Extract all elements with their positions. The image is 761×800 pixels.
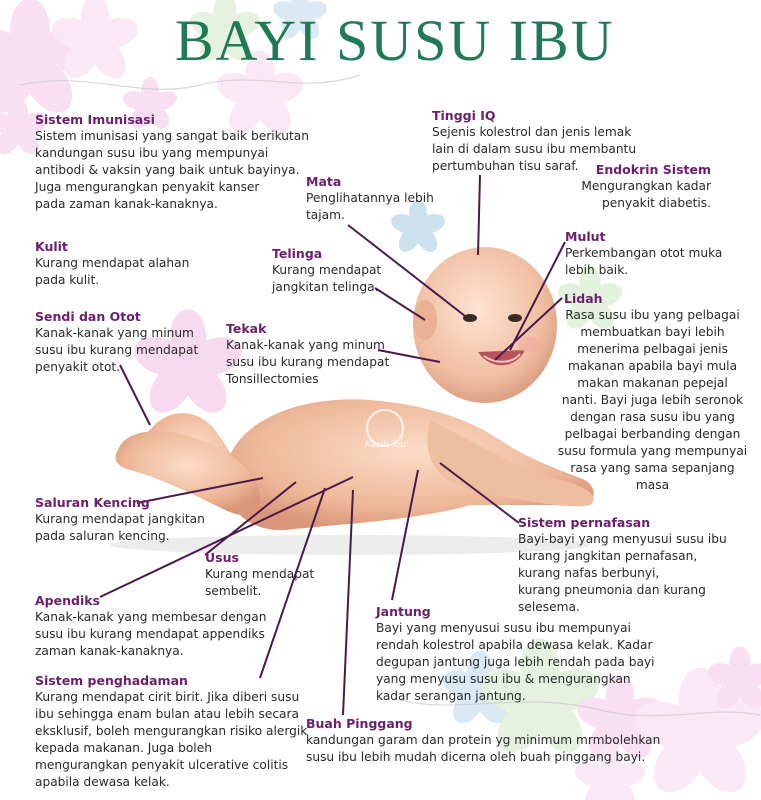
section-body: Bayi-bayi yang menyusui susu ibu kurang jangkitan pernafasan, kurang nafas berbunyi, kurang pneumonia dan kurang selesema.	[518, 532, 727, 614]
section-body: Perkembangan otot muka lebih baik.	[565, 246, 723, 277]
section-body: Kurang mendapat sembelit.	[205, 567, 315, 598]
section-body: Kanak-kanak yang minum susu ibu kurang mendapat penyakit otot.	[35, 326, 199, 374]
section-heading: Sistem Imunisasi	[35, 112, 155, 127]
section-mulut	[565, 228, 722, 279]
section-body: Kanak-kanak yang membesar dengan susu ibu kurang mendapat appendiks zaman kanak-kanaknya.	[35, 610, 267, 658]
section-sistem-pernafasan	[518, 514, 727, 616]
section-sendi-otot	[35, 308, 198, 376]
section-kulit	[35, 238, 189, 289]
section-heading: Apendiks	[35, 593, 100, 608]
section-tekak	[226, 320, 389, 388]
section-heading: Mulut	[565, 229, 606, 244]
section-sistem-penghadaman	[35, 672, 307, 791]
section-heading: Jantung	[376, 604, 431, 619]
section-heading: Sistem pernafasan	[518, 515, 651, 530]
leader-tinggi-iq	[478, 175, 480, 255]
section-mata	[306, 173, 434, 224]
section-heading: Kulit	[35, 239, 68, 254]
logo-text: Kasih Ibu	[365, 440, 406, 450]
section-apendiks	[35, 592, 266, 660]
section-sistem-imunisasi	[35, 111, 309, 213]
section-heading: Saluran Kencing	[35, 495, 150, 510]
section-body: kandungan garam dan protein yg minimum mrmbolehkan susu ibu lebih mudah dicerna oleh buah pinggang bayi.	[306, 733, 661, 764]
section-saluran-kencing	[35, 494, 205, 545]
section-body: Kurang mendapat alahan pada kulit.	[35, 256, 190, 287]
section-body: Rasa susu ibu yang pelbagai membuatkan bayi lebih menerima pelbagai jenis makanan apabila bayi mula makan makanan pepejal nanti. Bayi juga lebih seronok dengan rasa susu ibu yang pelbagai berbanding dengan susu formula yang mempunyai rasa yang sama sepanjang masa	[557, 308, 748, 492]
section-heading: Usus	[205, 550, 239, 565]
section-body: Penglihatannya lebih tajam.	[306, 191, 434, 222]
section-endokrin-sistem	[580, 161, 711, 212]
section-heading: Tinggi IQ	[432, 108, 496, 123]
section-jantung	[376, 603, 655, 705]
section-heading: Tekak	[226, 321, 267, 336]
section-heading: Mata	[306, 174, 342, 189]
section-heading: Sendi dan Otot	[35, 309, 141, 324]
section-body: Bayi yang menyusui susu ibu mempunyai rendah kolestrol apabila dewasa kelak. Kadar degupan jantung juga lebih rendah pada bayi yang menyusu susu ibu & mengurangkan kadar serangan jantung.	[376, 621, 655, 703]
section-heading: Sistem penghadaman	[35, 673, 188, 688]
section-body: Sistem imunisasi yang sangat baik berikutan kandungan susu ibu yang mempunyai antibodi & vaksin yang baik untuk bayinya. Juga mengurangkan penyakit kanser pada zaman kanak-kanaknya.	[35, 129, 309, 211]
section-body: Kurang mendapat jangkitan telinga.	[272, 263, 382, 294]
section-body: Kurang mendapat jangkitan pada saluran kencing.	[35, 512, 205, 543]
section-body: Kanak-kanak yang minum susu ibu kurang mendapat Tonsillectomies	[226, 338, 390, 386]
section-heading: Buah Pinggang	[306, 716, 413, 731]
section-buah-pinggang	[306, 715, 660, 766]
section-body: Mengurangkan kadar penyakit diabetis.	[581, 179, 711, 210]
section-body: Sejenis kolestrol dan jenis lemak lain di dalam susu ibu membantu pertumbuhan tisu saraf.	[432, 125, 637, 173]
page-title: BAYI SUSU IBU	[175, 8, 615, 73]
section-heading: Lidah	[564, 291, 603, 306]
section-lidah	[554, 290, 751, 494]
section-heading: Endokrin Sistem	[595, 162, 711, 177]
section-heading: Telinga	[272, 246, 323, 261]
section-telinga	[272, 245, 381, 296]
section-body: Kurang mendapat cirit birit. Jika diberi susu ibu sehingga enam bulan atau lebih secara eksklusif, boleh mengurangkan risiko alergik kepada makanan. Juga boleh mengurangkan penyakit ulcerative colitis apabila dewasa kelak.	[35, 690, 308, 789]
